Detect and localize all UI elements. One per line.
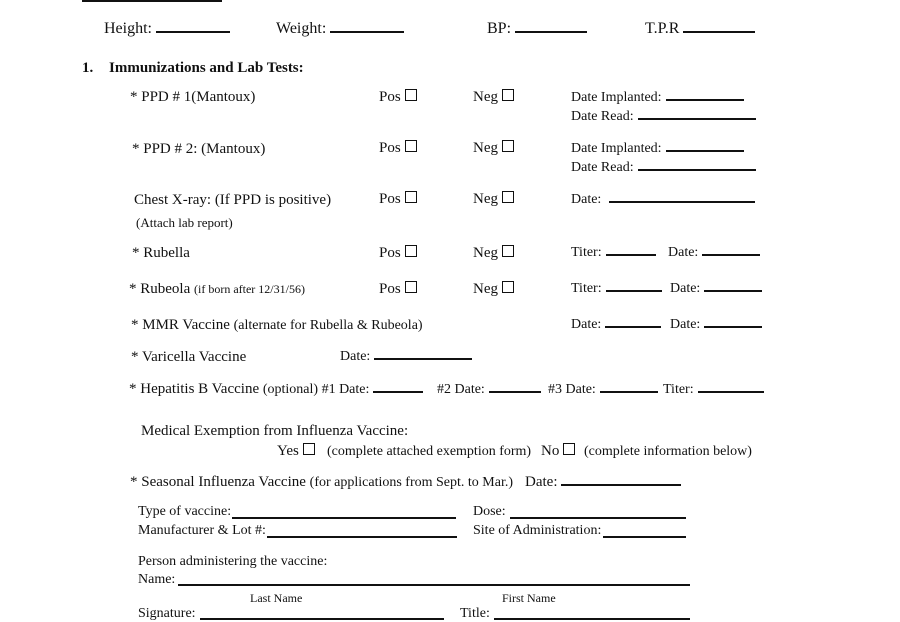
rubeola-label	[129, 281, 305, 298]
neg-label: Neg	[473, 245, 498, 261]
manufacturer-line[interactable]	[267, 536, 457, 538]
hepb-titer[interactable]	[663, 382, 764, 398]
xray-date[interactable]	[571, 192, 755, 208]
bp-label: BP:	[487, 20, 512, 37]
rubella-pos[interactable]	[379, 245, 417, 262]
checkbox[interactable]	[405, 140, 417, 152]
flu-exemption-label: Medical Exemption from Influenza Vaccine:	[141, 423, 409, 439]
hepb-date2-label: #2 Date:	[437, 382, 485, 397]
mmr-date-2[interactable]	[670, 317, 762, 333]
mmr-note: (alternate for Rubella & Rubeola)	[233, 318, 423, 333]
seasonal-flu-name: * Seasonal Influenza Vaccine	[130, 474, 310, 490]
person-administering-label: Person administering the vaccine:	[138, 554, 328, 569]
rubella-neg[interactable]	[473, 245, 514, 262]
checkbox[interactable]	[405, 191, 417, 203]
date-label: Date:	[668, 245, 699, 260]
bp-field[interactable]	[487, 20, 587, 38]
date-label: Date:	[340, 349, 371, 364]
varicella-label: * Varicella Vaccine	[131, 349, 247, 365]
titer-label: Titer:	[571, 281, 602, 296]
dose-line[interactable]	[510, 517, 686, 519]
checkbox[interactable]	[502, 140, 514, 152]
no-label: No	[541, 443, 560, 459]
neg-label: Neg	[473, 89, 498, 105]
height-label: Height:	[104, 20, 152, 37]
ppd1-date-implanted[interactable]	[571, 90, 744, 106]
varicella-date[interactable]	[340, 349, 472, 365]
xray-pos[interactable]	[379, 191, 417, 208]
flu-no-note: (complete information below)	[584, 444, 752, 459]
tpr-label: T.P.R	[645, 20, 680, 37]
rubeola-name: * Rubeola	[129, 281, 194, 297]
pos-label: Pos	[379, 89, 401, 105]
rubeola-titer[interactable]	[571, 281, 662, 297]
xray-neg[interactable]	[473, 191, 514, 208]
type-of-vaccine-label: Type of vaccine:	[138, 504, 232, 519]
date-implanted-label: Date Implanted:	[571, 141, 662, 156]
signature-label: Signature:	[138, 606, 196, 621]
ppd2-neg[interactable]	[473, 140, 514, 157]
site-label: Site of Administration:	[473, 523, 602, 538]
rubeola-date[interactable]	[670, 281, 762, 297]
neg-label: Neg	[473, 140, 498, 156]
name-line[interactable]	[178, 584, 690, 586]
checkbox[interactable]	[502, 245, 514, 257]
rubella-titer[interactable]	[571, 245, 656, 261]
pos-label: Pos	[379, 191, 401, 207]
ppd1-pos[interactable]	[379, 89, 417, 106]
hepb-date3-label: #3 Date:	[548, 382, 596, 397]
hepb-label	[129, 381, 423, 398]
type-of-vaccine-line[interactable]	[232, 517, 456, 519]
section-number: 1.	[82, 60, 94, 76]
title-label: Title:	[460, 606, 490, 621]
mmr-label	[131, 317, 423, 334]
date-read-label: Date Read:	[571, 109, 634, 124]
height-field[interactable]	[104, 20, 230, 38]
date-implanted-label: Date Implanted:	[571, 90, 662, 105]
weight-field[interactable]	[276, 20, 404, 38]
date-label: Date:	[571, 192, 602, 207]
rubella-label: * Rubella	[132, 245, 190, 261]
seasonal-flu-label	[130, 474, 513, 491]
weight-label: Weight:	[276, 20, 327, 37]
hepb-date-2[interactable]	[437, 382, 541, 398]
ppd1-label: * PPD # 1(Mantoux)	[130, 89, 256, 105]
checkbox[interactable]	[502, 89, 514, 101]
flu-yes-note: (complete attached exemption form)	[327, 444, 532, 459]
manufacturer-label: Manufacturer & Lot #:	[138, 523, 266, 538]
hepb-name: * Hepatitis B Vaccine	[129, 381, 263, 397]
checkbox[interactable]	[405, 89, 417, 101]
checkbox[interactable]	[563, 443, 575, 455]
ppd2-date-read[interactable]	[571, 160, 756, 176]
first-name-caption: First Name	[502, 591, 556, 605]
section-title: Immunizations and Lab Tests:	[109, 60, 304, 76]
neg-label: Neg	[473, 191, 498, 207]
ppd2-pos[interactable]	[379, 140, 417, 157]
flu-exemption-no[interactable]	[541, 443, 575, 460]
pos-label: Pos	[379, 245, 401, 261]
mmr-name: * MMR Vaccine	[131, 317, 234, 333]
checkbox[interactable]	[303, 443, 315, 455]
titer-label: Titer:	[571, 245, 602, 260]
ppd1-date-read[interactable]	[571, 109, 756, 125]
titer-label: Titer:	[663, 382, 694, 397]
top-rule	[82, 0, 222, 2]
date-label: Date:	[571, 317, 602, 332]
yes-label: Yes	[277, 443, 299, 459]
checkbox[interactable]	[405, 245, 417, 257]
xray-label: Chest X-ray: (If PPD is positive)	[134, 192, 332, 208]
checkbox[interactable]	[405, 281, 417, 293]
pos-label: Pos	[379, 281, 401, 297]
pos-label: Pos	[379, 140, 401, 156]
ppd2-date-implanted[interactable]	[571, 141, 744, 157]
site-line[interactable]	[603, 536, 686, 538]
flu-exemption-yes[interactable]	[277, 443, 315, 460]
date-label: Date:	[670, 281, 701, 296]
hepb-date1-label: (optional) #1 Date:	[262, 382, 370, 397]
name-label: Name:	[138, 572, 176, 587]
dose-label: Dose:	[473, 504, 506, 519]
seasonal-flu-date[interactable]	[525, 474, 681, 491]
ppd1-neg[interactable]	[473, 89, 514, 106]
rubeola-pos[interactable]	[379, 281, 417, 298]
tpr-field[interactable]	[645, 20, 755, 38]
mmr-date-1[interactable]	[571, 317, 661, 333]
checkbox[interactable]	[502, 281, 514, 293]
date-label: Date:	[670, 317, 701, 332]
last-name-caption: Last Name	[250, 591, 303, 605]
date-label: Date:	[525, 474, 558, 490]
rubella-date[interactable]	[668, 245, 760, 261]
seasonal-flu-note: (for applications from Sept. to Mar.)	[309, 475, 513, 490]
checkbox[interactable]	[502, 191, 514, 203]
date-read-label: Date Read:	[571, 160, 634, 175]
rubeola-neg[interactable]	[473, 281, 514, 298]
rubeola-note: (if born after 12/31/56)	[194, 282, 305, 296]
xray-note: (Attach lab report)	[136, 215, 233, 230]
ppd2-label: * PPD # 2: (Mantoux)	[132, 141, 266, 157]
hepb-date-3[interactable]	[548, 382, 658, 398]
neg-label: Neg	[473, 281, 498, 297]
